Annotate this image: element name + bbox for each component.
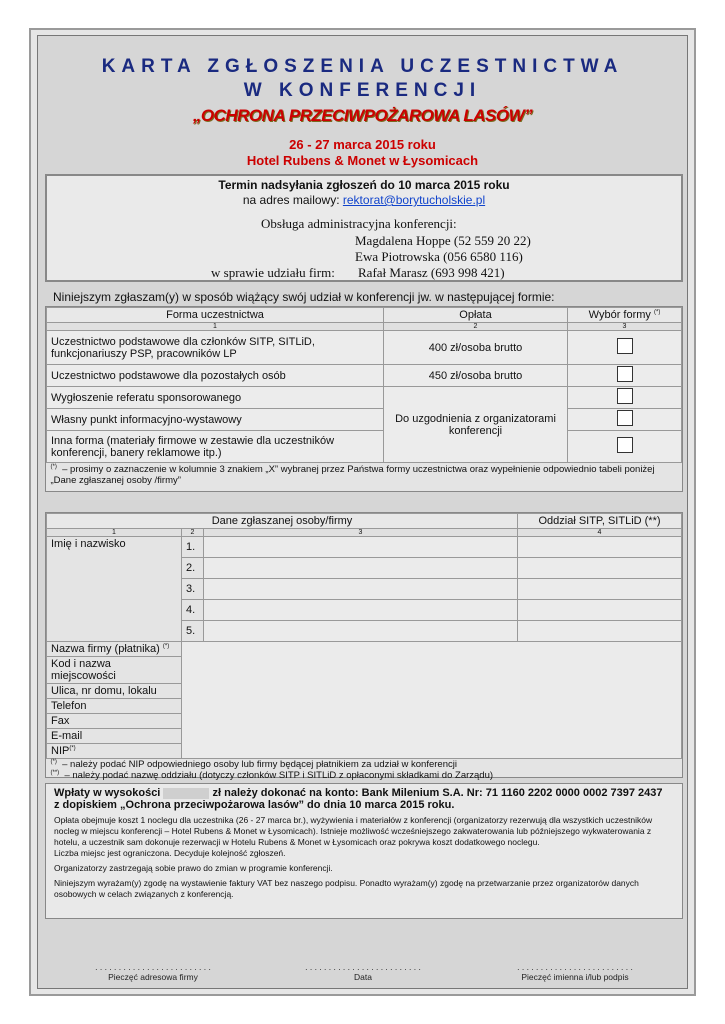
forms-footnote: (*) – prosimy o zaznaczenie w kolumnie 3 znakiem „X” wybranej przez Państwa formy uczestnictwa oraz wypełnienie odpowiednio tabeli poniżej „Dane zgłaszanej osoby /firmy” — [50, 464, 655, 487]
col-number: 2 — [182, 529, 204, 537]
col-number: 2 — [384, 323, 568, 331]
person-name-input[interactable] — [204, 600, 518, 621]
col-number: 3 — [204, 529, 518, 537]
info-box — [45, 174, 683, 282]
company-field-label: NIP(*) — [47, 744, 182, 759]
contact-1: Magdalena Hoppe (52 559 20 22) — [355, 233, 531, 248]
payment-line1: Wpłaty w wysokości zł należy dokonać na konto: Bank Milenium S.A. Nr: 71 1160 2202 0000 0002 7397 2437 — [54, 787, 663, 799]
col-header-fee: Opłata — [384, 308, 568, 323]
form-label: Uczestnictwo podstawowe dla pozostałych osób — [47, 365, 384, 387]
payment-note-2: Liczba miejsc jest ograniczona. Decyduje kolejność zgłoszeń. — [54, 848, 286, 858]
company-data-input[interactable] — [182, 642, 682, 759]
persons-section — [45, 512, 683, 782]
payment-section — [45, 783, 683, 919]
signature-dots: . . . . . . . . . . . . . . . . . . . . . . . . . — [305, 962, 421, 972]
payment-line2: z dopiskiem „Ochrona przeciwpożarowa lasów” do dnia 10 marca 2015 roku. — [54, 799, 455, 811]
form-label: Własny punkt informacyjno-wystawowy — [47, 409, 384, 431]
title-line1: KARTA ZGŁOSZENIA UCZESTNICTWA — [101, 56, 624, 77]
signature-block-2 — [278, 962, 448, 982]
firm-label: w sprawie udziału firm: — [211, 265, 335, 280]
person-number: 4. — [182, 600, 204, 621]
title-line2: W KONFERENCJI — [243, 80, 482, 101]
col-number: 1 — [47, 529, 182, 537]
person-number: 5. — [182, 621, 204, 642]
person-number: 1. — [182, 537, 204, 558]
signature-block-3 — [490, 962, 660, 982]
persons-footnote-1: (*) – należy podać NIP odpowiedniego osoby lub firmy będącej płatnikiem za udział w konferencji — [50, 759, 457, 771]
checkbox-stand[interactable] — [617, 410, 633, 426]
person-branch-input[interactable] — [518, 579, 682, 600]
checkbox-member[interactable] — [617, 338, 633, 354]
form-fee: 400 zł/osoba brutto — [384, 331, 568, 365]
name-label: Imię i nazwisko — [47, 537, 182, 642]
person-name-input[interactable] — [204, 621, 518, 642]
contact-2: Ewa Piotrowska (056 6580 116) — [355, 249, 523, 264]
conference-venue: Hotel Rubens & Monet w Łysomicach — [246, 153, 479, 168]
signature-dots: . . . . . . . . . . . . . . . . . . . . . . . . . — [95, 962, 211, 972]
col-header-choice: Wybór formy (*) — [568, 308, 682, 323]
form-fee: 450 zł/osoba brutto — [384, 365, 568, 387]
company-field-label: Fax — [47, 714, 182, 729]
signature-block-1 — [68, 962, 238, 982]
form-frame — [29, 28, 696, 996]
email-line — [47, 193, 681, 207]
person-name-input[interactable] — [204, 558, 518, 579]
signature-label: Data — [354, 972, 372, 982]
form-label: Wygłoszenie referatu sponsorowanego — [47, 387, 384, 409]
persons-footnote-2: (**) – należy podać nazwę oddziału (dotyczy członków SITP i SITLiD z opłaconymi składkami do Zarządu) — [50, 770, 494, 782]
col-header-branch: Oddział SITP, SITLiD (**) — [518, 514, 682, 529]
amount-field[interactable] — [163, 788, 209, 799]
checkbox-paper[interactable] — [617, 388, 633, 404]
col-number: 4 — [518, 529, 682, 537]
company-field-label: E-mail — [47, 729, 182, 744]
form-row — [47, 331, 682, 365]
form-row — [47, 409, 682, 431]
persons-table — [46, 513, 682, 781]
forms-table — [46, 307, 682, 487]
form-row — [47, 365, 682, 387]
admin-label: Obsługa administracyjna konferencji: — [261, 216, 457, 231]
col-number: 1 — [47, 323, 384, 331]
person-name-input[interactable] — [204, 579, 518, 600]
company-field-label: Telefon — [47, 699, 182, 714]
col-header-person: Dane zgłaszanej osoby/firmy — [47, 514, 518, 529]
email-prefix: na adres mailowy: — [242, 193, 343, 207]
contact-3: Rafał Marasz (693 998 421) — [358, 265, 505, 280]
conference-dates: 26 - 27 marca 2015 roku — [289, 137, 436, 152]
declaration-text: Niniejszym zgłaszam(y) w sposób wiążący swój udział w konferencji jw. w następującej formie: — [53, 290, 555, 304]
company-field-label: Ulica, nr domu, lokalu — [47, 684, 182, 699]
forms-section — [45, 306, 683, 492]
col-number: 3 — [568, 323, 682, 331]
payment-note-1: Opłata obejmuje koszt 1 noclegu dla uczestnika (26 - 27 marca br.), wyżywienia i materiałów z konferencji (organizatorzy rezerwują dla wszystkich uczestników nocleg w miejscu konferencji – Hotel Rubens & Monet w Łysomicach). Istnieje możliwość wcześniejszego zakwaterowania lub późniejszego wykwaterowania z hotelu, a uczestnik sam dokonuje rezerwacji w Hotelu Rubens & Monet w Łysomicach oraz pokrywa koszt dodatkowego noclegu. — [54, 815, 653, 847]
company-field-label: Nazwa firmy (płatnika) (*) — [47, 642, 182, 657]
email-link[interactable]: rektorat@borytucholskie.pl — [342, 193, 486, 207]
signature-label: Pieczęć imienna i/lub podpis — [521, 972, 629, 982]
form-inner — [37, 35, 688, 989]
form-label: Uczestnictwo podstawowe dla członków SITP, SITLiD, funkcjonariuszy PSP, pracowników LP — [47, 331, 384, 365]
deadline-text: Termin nadsyłania zgłoszeń do 10 marca 2015 roku — [218, 178, 510, 192]
checkbox-other-form[interactable] — [617, 437, 633, 453]
person-branch-input[interactable] — [518, 558, 682, 579]
form-row — [47, 387, 682, 409]
person-branch-input[interactable] — [518, 621, 682, 642]
conference-name: „OCHRONA PRZECIWPOŻAROWA LASÓW” — [192, 106, 533, 125]
person-number: 2. — [182, 558, 204, 579]
payment-note-4: Niniejszym wyrażam(y) zgodę na wystawienie faktury VAT bez naszego podpisu. Ponadto wyrażam(y) zgodę na przetwarzanie przez organizatorów danych osobowych w celach związanych z konferencją. — [54, 878, 639, 899]
checkbox-other[interactable] — [617, 366, 633, 382]
payment-note-3: Organizatorzy zastrzegają sobie prawo do zmian w programie konferencji. — [54, 863, 333, 873]
person-number: 3. — [182, 579, 204, 600]
form-row — [47, 431, 682, 463]
company-field-label: Kod i nazwa miejscowości — [47, 657, 182, 684]
col-header-form: Forma uczestnictwa — [47, 308, 384, 323]
signature-label: Pieczęć adresowa firmy — [108, 972, 198, 982]
person-branch-input[interactable] — [518, 600, 682, 621]
person-name-input[interactable] — [204, 537, 518, 558]
signature-dots: . . . . . . . . . . . . . . . . . . . . . . . . . — [517, 962, 633, 972]
form-fee-merged: Do uzgodnienia z organizatorami konferencji — [384, 387, 568, 463]
person-branch-input[interactable] — [518, 537, 682, 558]
form-label: Inna forma (materiały firmowe w zestawie dla uczestników konferencji, banery reklamowe itp.) — [47, 431, 384, 463]
